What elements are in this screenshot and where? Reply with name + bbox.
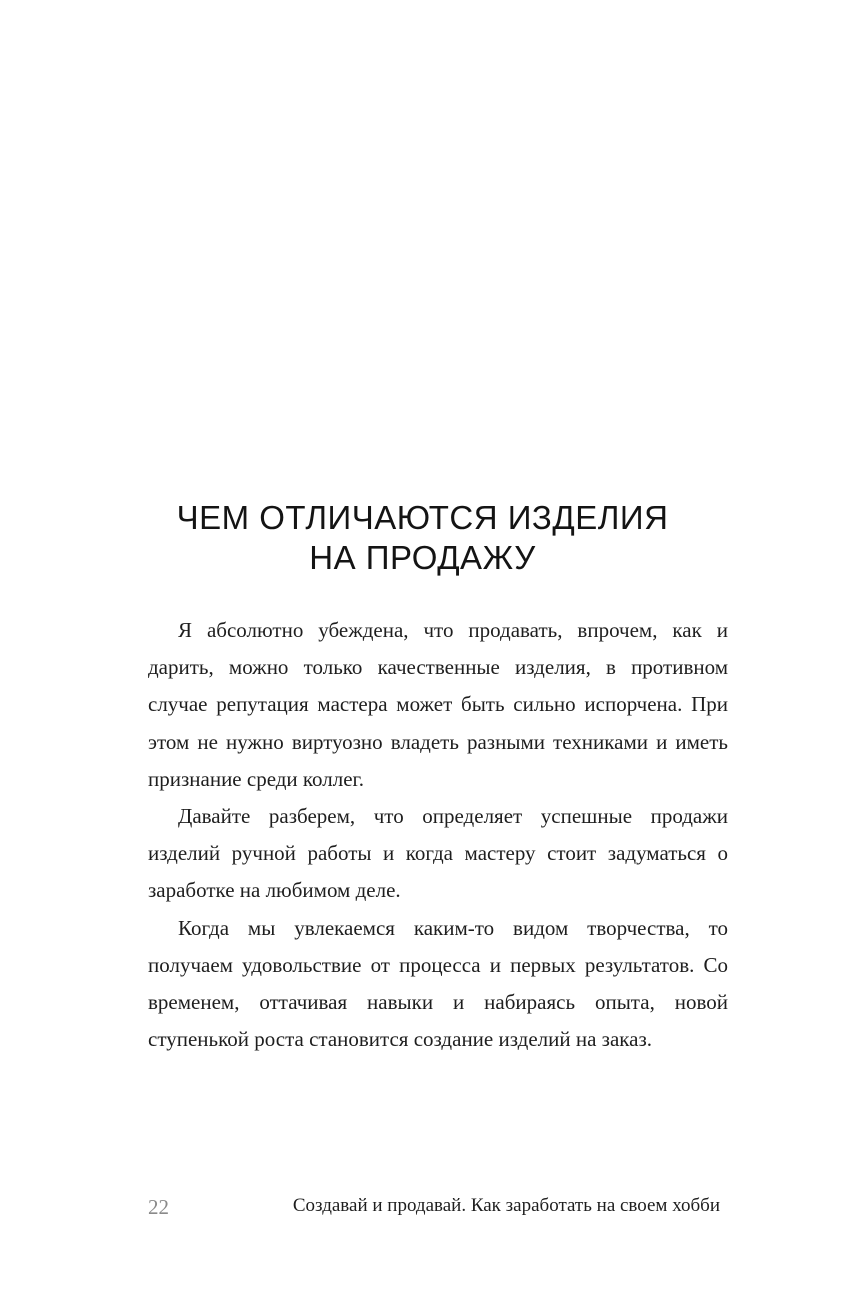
chapter-title-line-1: ЧЕМ ОТЛИЧАЮТСЯ ИЗДЕЛИЯ <box>176 499 669 536</box>
body-text <box>148 612 728 1058</box>
chapter-title-line-2: НА ПРОДАЖУ <box>309 539 536 576</box>
paragraph: Когда мы увлекаемся каким-то видом творчества, то получаем удовольствие от процесса и первых результатов. Со временем, оттачивая навыки и набираясь опыта, новой ступенькой роста становится создание изделий на заказ. <box>148 915 728 1052</box>
page-footer <box>148 1195 728 1225</box>
page-number: 22 <box>148 1195 169 1219</box>
running-title: Создавай и продавай. Как заработать на своем хобби <box>292 1195 720 1216</box>
chapter-title <box>0 498 845 578</box>
paragraph: Давайте разберем, что определяет успешные продажи изделий ручной работы и когда мастеру стоит задуматься о заработке на любимом деле. <box>148 804 728 903</box>
paragraph: Я абсолютно убеждена, что продавать, впрочем, как и дарить, можно только качественные изделия, в противном случае репутация мастера может быть сильно испорчена. При этом не нужно виртуозно владеть разными техниками и иметь признание среди коллег. <box>148 618 728 791</box>
